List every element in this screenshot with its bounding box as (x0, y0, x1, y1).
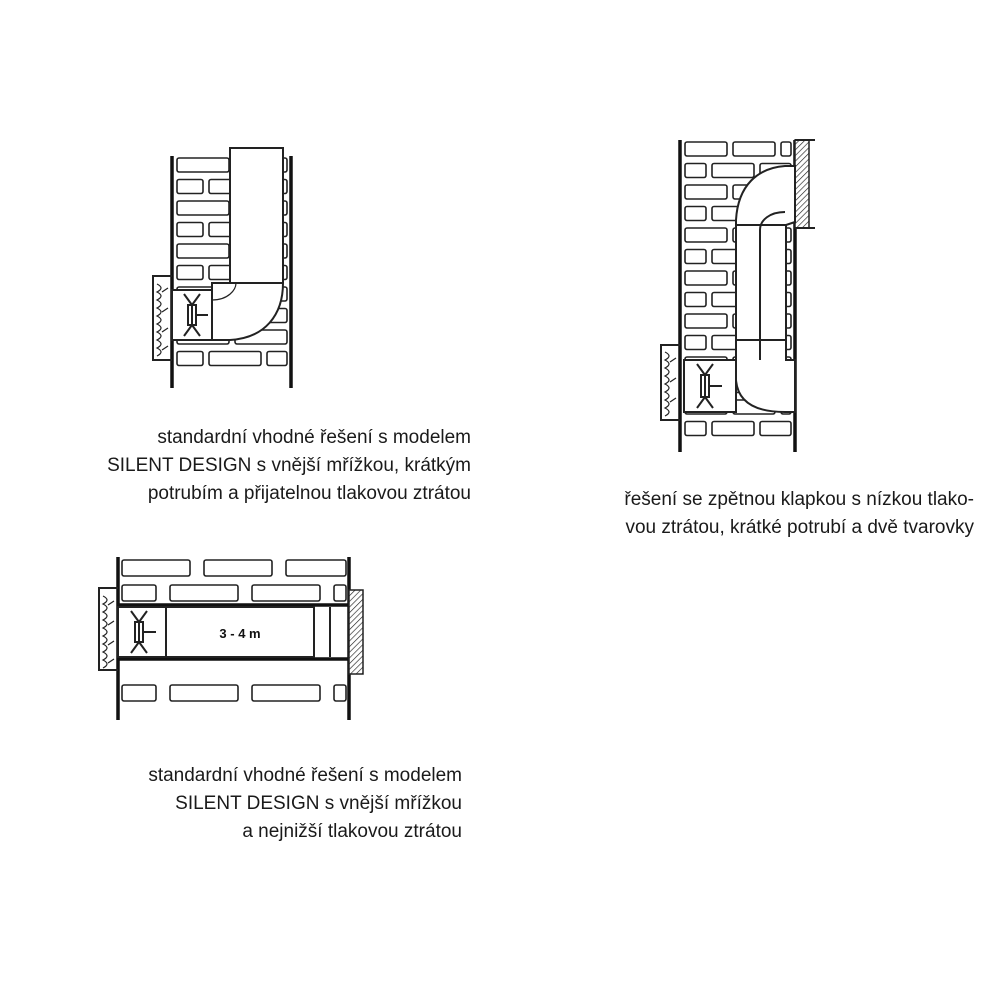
diagram-back-flap (661, 140, 815, 452)
brick (685, 293, 706, 307)
inner-grille (661, 345, 680, 420)
brick (177, 352, 203, 366)
brick (685, 228, 727, 242)
duct-length-label: 3 - 4 m (219, 626, 261, 641)
brick (177, 223, 203, 237)
caption-line: potrubím a přijatelnou tlakovou ztrátou (147, 483, 471, 504)
brick (252, 585, 320, 601)
brick (267, 352, 287, 366)
caption-straight-duct (148, 762, 462, 846)
brick (334, 685, 346, 701)
brick (122, 685, 156, 701)
caption-back-flap (624, 486, 974, 542)
brick (209, 352, 261, 366)
brick (685, 314, 727, 328)
brick (252, 685, 320, 701)
brick (177, 266, 203, 280)
brick (712, 164, 754, 178)
fan-unit (684, 360, 736, 412)
caption-line: SILENT DESIGN s vnější mřížkou (175, 793, 462, 814)
outer-hatched-grille (349, 590, 363, 674)
brick (733, 142, 775, 156)
brick (712, 422, 754, 436)
brick (334, 585, 346, 601)
brick (122, 560, 190, 576)
caption-line: standardní vhodné řešení s modelem (157, 427, 471, 448)
brick (685, 422, 706, 436)
brick (685, 336, 706, 350)
caption-short-duct (107, 424, 471, 508)
inner-grille (99, 588, 118, 670)
brick (122, 585, 156, 601)
brick (685, 271, 727, 285)
brick (685, 164, 706, 178)
brick (685, 142, 727, 156)
brick (177, 180, 203, 194)
caption-line: standardní vhodné řešení s modelem (148, 765, 462, 786)
brick (286, 560, 346, 576)
brick (177, 201, 229, 215)
caption-line: vou ztrátou, krátké potrubí a dvě tvarovky (625, 517, 974, 538)
brick (177, 244, 229, 258)
brick (685, 185, 727, 199)
brick (204, 560, 272, 576)
brick (781, 142, 791, 156)
brick (177, 158, 229, 172)
brick (685, 250, 706, 264)
duct-with-two-bends (736, 166, 795, 412)
fan-unit (172, 290, 212, 340)
caption-line: SILENT DESIGN s vnější mřížkou, krátkým (107, 455, 471, 476)
diagram-short-duct (153, 148, 291, 388)
fan-unit (118, 607, 166, 657)
diagram-straight-duct (99, 557, 363, 720)
caption-line: a nejnižší tlakovou ztrátou (242, 821, 462, 842)
inner-grille (153, 276, 172, 360)
brick (760, 422, 791, 436)
brick (170, 585, 238, 601)
caption-line: řešení se zpětnou klapkou s nízkou tlako- (624, 489, 974, 510)
brick (170, 685, 238, 701)
outer-hatched-grille (795, 140, 815, 228)
brick (685, 207, 706, 221)
